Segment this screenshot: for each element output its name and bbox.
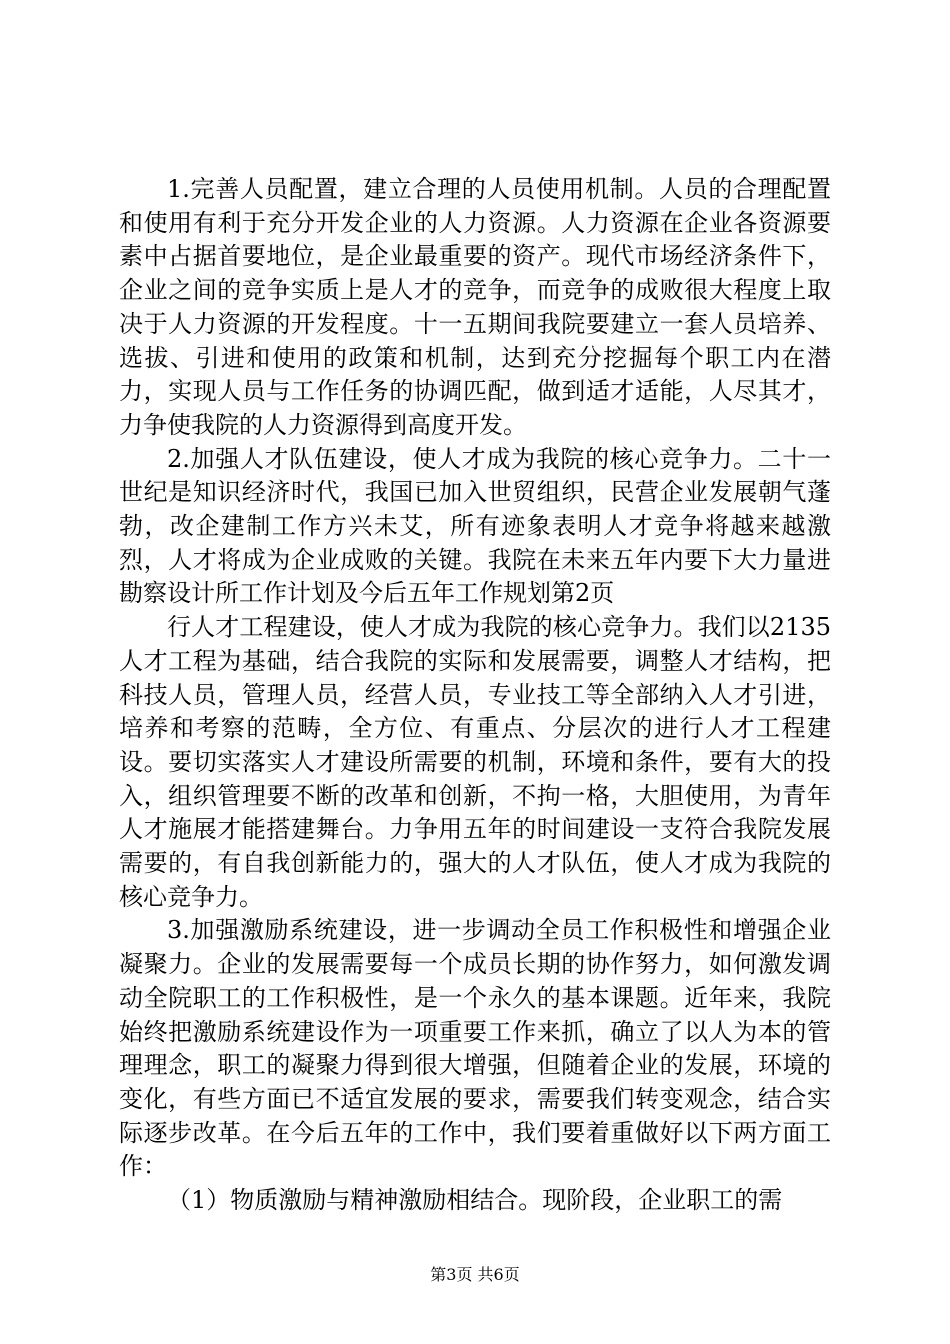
paragraph-3: 行人才工程建设，使人才成为我院的核心竞争力。我们以2135人才工程为基础，结合我院的实际和发展需要，调整人才结构，把科技人员，管理人员，经营人员，专业技工等全部纳入人才引进，培养和考察的范畴，全方位、有重点、分层次的进行人才工程建设。要切实落实人才建设所需要的机制，环境和条件，要有大的投入，组织管理要不断的改革和创新，不拘一格，大胆使用，为青年人才施展才能搭建舞台。力争用五年的时间建设一支符合我院发展需要的，有自我创新能力的，强大的人才队伍，使人才成为我院的核心竞争力。 [119, 613, 831, 911]
paragraph-4: 3.加强激励系统建设，进一步调动全员工作积极性和增强企业凝聚力。企业的发展需要每一个成员长期的协作努力，如何激发调动全院职工的工作积极性，是一个永久的基本课题。近年来，我院始终把激励系统建设作为一项重要工作来抓，确立了以人为本的管理理念，职工的凝聚力得到很大增强，但随着企业的发展，环境的变化，有些方面已不适宜发展的要求，需要我们转变观念，结合实际逐步改革。在今后五年的工作中，我们要着重做好以下两方面工作： [119, 916, 831, 1181]
document-body [119, 173, 831, 1218]
paragraph-5: （1）物质激励与精神激励相结合。现阶段，企业职工的需 [167, 1186, 783, 1215]
page-footer: 第3页 共6页 [430, 1265, 520, 1284]
paragraph-2: 2.加强人才队伍建设，使人才成为我院的核心竞争力。二十一世纪是知识经济时代，我国已加入世贸组织，民营企业发展朝气蓬勃，改企建制工作方兴未艾，所有迹象表明人才竞争将越来越激烈，人才将成为企业成败的关键。我院在未来五年内要下大力量进勘察设计所工作计划及今后五年工作规划第2页 [119, 444, 831, 608]
paragraph-1: 1.完善人员配置，建立合理的人员使用机制。人员的合理配置和使用有利于充分开发企业的人力资源。人力资源在企业各资源要素中占据首要地位，是企业最重要的资产。现代市场经济条件下，企业之间的竞争实质上是人才的竞争，而竞争的成败很大程度上取决于人力资源的开发程度。十一五期间我院要建立一套人员培养、选拔、引进和使用的政策和机制，达到充分挖掘每个职工内在潜力，实现人员与工作任务的协调匹配，做到适才适能，人尽其才，力争使我院的人力资源得到高度开发。 [119, 175, 831, 439]
